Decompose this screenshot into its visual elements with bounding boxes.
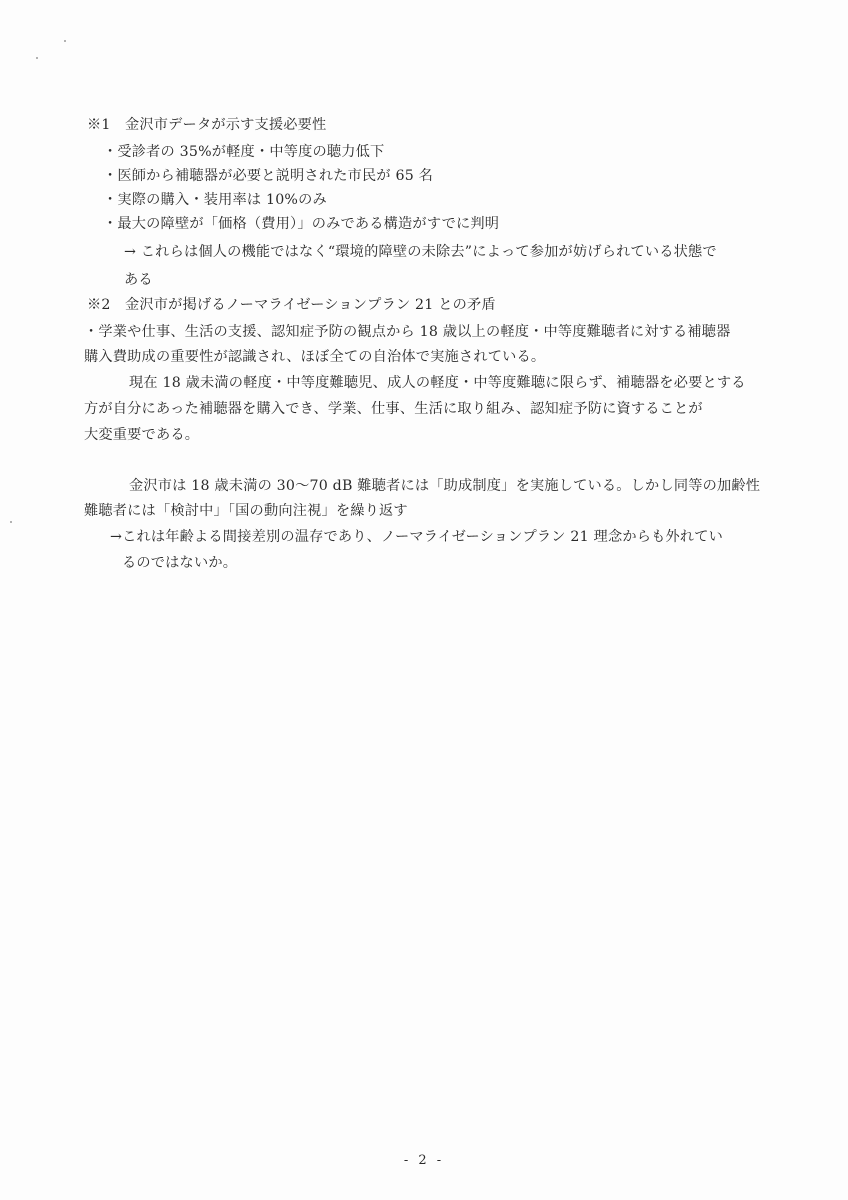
page-number: - 2 - — [403, 1153, 445, 1168]
section-2-conclusion-line: るのではないか。 — [122, 555, 238, 571]
section-1-heading: ※1 金沢市データが示す支援必要性 — [87, 117, 327, 133]
section-2-conclusion-line: →これは年齢よる間接差別の温存であり、ノーマライゼーションプラン 21 理念からも外れてい — [110, 529, 724, 545]
paragraph-line: 購入費助成の重要性が認識され、ほぼ全ての自治体で実施されている。 — [84, 349, 546, 365]
bullet-item: ・最大の障壁が「価格（費用）」のみである構造がすでに判明 — [103, 216, 500, 232]
paragraph-line: 金沢市は 18 歳未満の 30～70 dB 難聴者には「助成制度」を実施している。しかし同等の加齢性 — [129, 478, 761, 494]
scan-speck — [36, 57, 38, 59]
section-2-heading: ※2 金沢市が掲げるノーマライゼーションプラン 21 との矛盾 — [87, 297, 496, 313]
section-1-conclusion-line: ある — [124, 272, 153, 288]
paragraph-line: ・学業や仕事、生活の支援、認知症予防の観点から 18 歳以上の軽度・中等度難聴者に対する補聴器 — [84, 324, 731, 340]
scan-speck — [10, 521, 12, 523]
bullet-item: ・受診者の 35%が軽度・中等度の聴力低下 — [103, 144, 385, 160]
paragraph-line: 難聴者には「検討中」「国の動向注視」を繰り返す — [84, 503, 408, 519]
scan-speck — [64, 40, 66, 42]
bullet-item: ・医師から補聴器が必要と説明された市民が 65 名 — [103, 168, 434, 184]
paragraph-line: 現在 18 歳未満の軽度・中等度難聴児、成人の軽度・中等度難聴に限らず、補聴器を必要とする — [129, 375, 746, 391]
paragraph-line: 大変重要である。 — [84, 427, 200, 443]
paragraph-line: 方が自分にあった補聴器を購入でき、学業、仕事、生活に取り組み、認知症予防に資することが — [84, 401, 703, 417]
section-1-conclusion-line: → これらは個人の機能ではなく“環境的障壁の未除去”によって参加が妨げられている状態で — [124, 244, 717, 260]
bullet-item: ・実際の購入・装用率は 10%のみ — [103, 192, 327, 208]
